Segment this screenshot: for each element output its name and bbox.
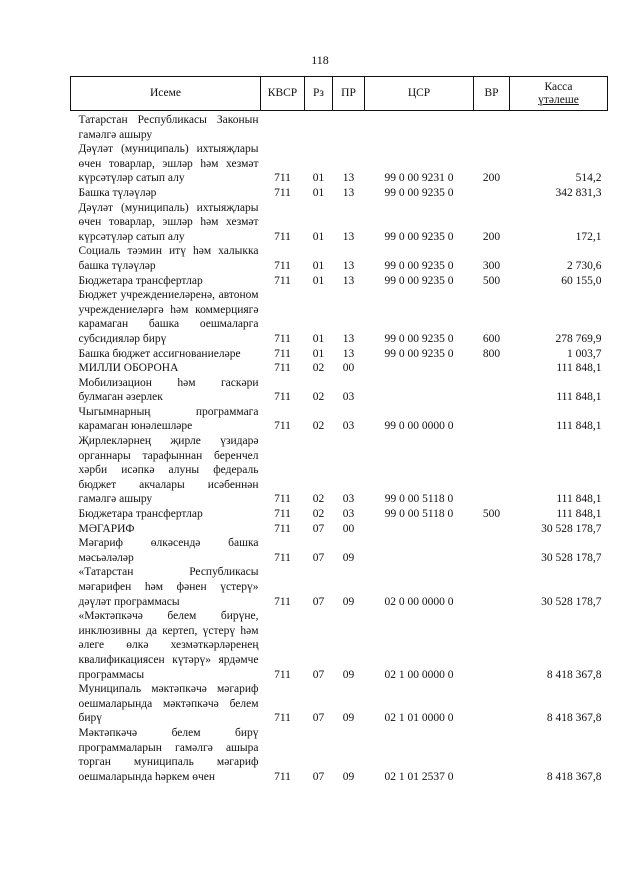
table-row — [71, 609, 608, 682]
row-vr: 300 — [482, 259, 501, 272]
row-csr — [365, 522, 474, 537]
row-rz: 01 — [312, 259, 325, 272]
row-sum: 8 418 367,8 — [546, 712, 602, 725]
row-rz: 02 — [312, 493, 325, 506]
row-sum: 30 528 178,7 — [541, 595, 602, 608]
table-row — [71, 522, 608, 537]
table-row — [71, 347, 608, 362]
row-name: Мәктәпкәчә белем бирү программаларын гамәлгә ашыра торган муниципаль мәгариф оешмаларында һәркем өчен — [78, 726, 259, 783]
row-csr — [365, 536, 474, 565]
row-kvsr: 711 — [274, 668, 291, 681]
row-sum: 514,2 — [575, 172, 602, 185]
row-vr — [474, 186, 510, 201]
row-rz: 07 — [312, 522, 325, 535]
row-vr: 200 — [482, 172, 501, 185]
row-name: Бюджет учреждениеләренә, автоном учреждениеләргә һәм коммерциягә карамаган башка оешмаларга субсидияләр бирү — [78, 289, 259, 345]
row-csr: 99 0 00 9235 0 — [384, 347, 454, 360]
row-sum: 2 730,6 — [567, 259, 602, 272]
row-csr — [365, 376, 474, 405]
row-pr: 13 — [342, 347, 355, 360]
row-pr: 13 — [342, 259, 355, 272]
row-rz: 07 — [312, 551, 325, 564]
row-csr: 02 0 00 0000 0 — [384, 595, 454, 608]
row-sum: 278 769,9 — [555, 332, 602, 345]
row-sum: 111 848,1 — [556, 420, 602, 433]
row-csr: 99 0 00 9235 0 — [384, 274, 454, 287]
table-row — [71, 536, 608, 565]
table-row — [71, 111, 608, 143]
row-name: Мәгариф өлкәсендә башка мәсьәләләр — [78, 537, 259, 564]
row-name: МИЛЛИ ОБОРОНА — [78, 362, 179, 375]
header-vr: ВР — [474, 77, 510, 111]
row-name: Башка бюджет ассигнованиеләре — [78, 347, 241, 360]
row-vr — [474, 361, 510, 376]
row-sum: 8 418 367,8 — [546, 668, 602, 681]
row-kvsr: 711 — [274, 274, 291, 287]
row-rz: 01 — [312, 332, 325, 345]
table-row — [71, 361, 608, 376]
row-csr: 99 0 00 9235 0 — [384, 259, 454, 272]
row-csr — [365, 111, 474, 143]
table-row — [71, 405, 608, 434]
row-vr: 200 — [482, 230, 501, 243]
table-row — [71, 244, 608, 273]
header-kvsr: КВСР — [261, 77, 305, 111]
row-pr: 00 — [342, 362, 355, 375]
row-kvsr: 711 — [274, 420, 291, 433]
row-name: «Татарстан Республикасы мәгарифен һәм фәнен үстерү» дәүләт программасы — [78, 566, 259, 608]
header-sum-line2: үтәлеше — [538, 93, 579, 106]
table-row — [71, 682, 608, 726]
row-vr: 500 — [482, 508, 501, 521]
row-kvsr: 711 — [274, 493, 291, 506]
header-sum-line1: Касса — [544, 80, 573, 93]
header-sum — [510, 77, 608, 111]
row-vr — [474, 682, 510, 726]
row-name: МӘГАРИФ — [78, 522, 135, 535]
row-name: Дәүләт (муниципаль) ихтыяҗлары өчен товарлар, эшләр һәм хезмәт күрсәтүләр сатып алу — [78, 201, 259, 243]
row-sum: 111 848,1 — [556, 391, 602, 404]
row-csr: 02 1 00 0000 0 — [384, 668, 454, 681]
row-sum: 1 003,7 — [567, 347, 602, 360]
row-name: «Мәктәпкәчә белем бирүне, инклюзивны да кертеп, үстерү һәм әлеге өлкә хезмәткәрләренең квалификациясен күтәрү» ярдәмче программасы — [78, 610, 259, 681]
row-name: Мобилизацион һәм гаскәри булмаган әзерлек — [78, 376, 259, 404]
row-name: Бюджетара трансфертлар — [78, 508, 203, 521]
row-sum: 172,1 — [575, 230, 602, 243]
row-name: Бюджетара трансфертлар — [78, 274, 203, 287]
row-name: Җирлекләрнең җирле үзидарә органнары тарафыннан беренчел хәрби исәпкә алуны федераль бюджет акчалары исәбеннән гамәлгә ашыру — [78, 435, 259, 506]
row-vr: 500 — [482, 274, 501, 287]
row-rz — [305, 111, 333, 143]
row-sum: 111 848,1 — [556, 362, 602, 375]
row-pr: 13 — [342, 230, 355, 243]
row-pr: 03 — [342, 420, 355, 433]
row-pr: 03 — [342, 391, 355, 404]
row-pr: 09 — [342, 712, 355, 725]
row-kvsr: 711 — [274, 172, 291, 185]
table-row — [71, 288, 608, 346]
row-csr: 02 1 01 0000 0 — [384, 712, 454, 725]
row-rz: 07 — [312, 595, 325, 608]
row-vr: 600 — [482, 332, 501, 345]
row-csr: 02 1 01 2537 0 — [384, 770, 454, 783]
row-pr: 03 — [342, 493, 355, 506]
row-kvsr: 711 — [274, 551, 291, 564]
row-vr — [474, 405, 510, 434]
row-rz: 02 — [312, 362, 325, 375]
row-vr — [474, 565, 510, 609]
row-vr — [474, 536, 510, 565]
row-rz: 07 — [312, 712, 325, 725]
budget-table — [70, 76, 608, 784]
row-pr: 00 — [342, 522, 355, 535]
row-rz: 07 — [312, 668, 325, 681]
header-name: Исеме — [71, 77, 261, 111]
row-vr — [474, 522, 510, 537]
row-name: Социаль тәэмин итү һәм халыкка башка түләүләр — [78, 245, 259, 272]
row-vr — [474, 111, 510, 143]
row-name: Чыгымнарның программага карамаган юнәлешләре — [78, 405, 259, 433]
row-kvsr: 711 — [274, 347, 291, 360]
row-sum: 111 848,1 — [556, 493, 602, 506]
row-vr: 800 — [482, 347, 501, 360]
row-sum: 30 528 178,7 — [541, 522, 602, 535]
row-sum: 60 155,0 — [561, 274, 602, 287]
table-header-row — [71, 77, 608, 111]
table-row — [71, 274, 608, 289]
row-rz: 01 — [312, 230, 325, 243]
row-kvsr: 711 — [274, 770, 291, 783]
row-sum: 8 418 367,8 — [546, 770, 602, 783]
row-rz: 07 — [312, 770, 325, 783]
table-row — [71, 507, 608, 522]
table-row — [71, 142, 608, 186]
row-kvsr: 711 — [274, 391, 291, 404]
table-row — [71, 434, 608, 507]
table-row — [71, 201, 608, 245]
row-csr — [365, 361, 474, 376]
row-pr: 03 — [342, 508, 355, 521]
row-kvsr: 711 — [274, 508, 291, 521]
header-rz: Рз — [305, 77, 333, 111]
row-kvsr: 711 — [274, 230, 291, 243]
row-name: Дәүләт (муниципаль) ихтыяҗлары өчен товарлар, эшләр һәм хезмәт күрсәтүләр сатып алу — [78, 143, 259, 185]
row-csr: 99 0 00 9235 0 — [384, 186, 454, 199]
row-csr: 99 0 00 9235 0 — [384, 230, 454, 243]
table-row — [71, 376, 608, 405]
row-pr: 13 — [342, 186, 355, 199]
row-csr: 99 0 00 0000 0 — [384, 420, 454, 433]
row-vr — [474, 376, 510, 405]
table-row — [71, 186, 608, 201]
row-name: Муниципаль мәктәпкәчә мәгариф оешмаларында мәктәпкәчә белем бирү — [78, 683, 259, 725]
row-kvsr: 711 — [274, 259, 291, 272]
row-pr: 09 — [342, 551, 355, 564]
row-pr: 13 — [342, 172, 355, 185]
row-pr — [333, 111, 365, 143]
row-vr — [474, 609, 510, 682]
row-sum: 111 848,1 — [556, 508, 602, 521]
row-vr — [474, 434, 510, 507]
row-kvsr — [261, 111, 305, 143]
row-kvsr: 711 — [274, 332, 291, 345]
row-kvsr: 711 — [274, 362, 291, 375]
table-row — [71, 726, 608, 784]
row-rz: 01 — [312, 172, 325, 185]
row-rz: 01 — [312, 274, 325, 287]
row-pr: 09 — [342, 595, 355, 608]
page-number: 118 — [311, 53, 329, 67]
row-kvsr: 711 — [274, 186, 291, 199]
row-csr: 99 0 00 9231 0 — [384, 172, 454, 185]
row-csr: 99 0 00 9235 0 — [384, 332, 454, 345]
row-pr: 13 — [342, 274, 355, 287]
row-name: Башка түләүләр — [78, 186, 157, 199]
row-sum: 342 831,3 — [555, 186, 602, 199]
row-rz: 02 — [312, 508, 325, 521]
row-name: Татарстан Республикасы Законын гамәлгә ашыру — [78, 114, 259, 141]
header-csr: ЦСР — [365, 77, 474, 111]
row-vr — [474, 726, 510, 784]
row-rz: 02 — [312, 420, 325, 433]
row-csr: 99 0 00 5118 0 — [384, 508, 454, 521]
row-kvsr: 711 — [274, 712, 291, 725]
row-rz: 02 — [312, 391, 325, 404]
table-row — [71, 565, 608, 609]
row-pr: 13 — [342, 332, 355, 345]
header-pr: ПР — [333, 77, 365, 111]
row-pr: 09 — [342, 668, 355, 681]
row-rz: 01 — [312, 347, 325, 360]
row-sum — [510, 111, 608, 143]
row-pr: 09 — [342, 770, 355, 783]
row-csr: 99 0 00 5118 0 — [384, 493, 454, 506]
row-kvsr: 711 — [274, 595, 291, 608]
row-kvsr: 711 — [274, 522, 291, 535]
row-sum: 30 528 178,7 — [541, 551, 602, 564]
row-rz: 01 — [312, 186, 325, 199]
